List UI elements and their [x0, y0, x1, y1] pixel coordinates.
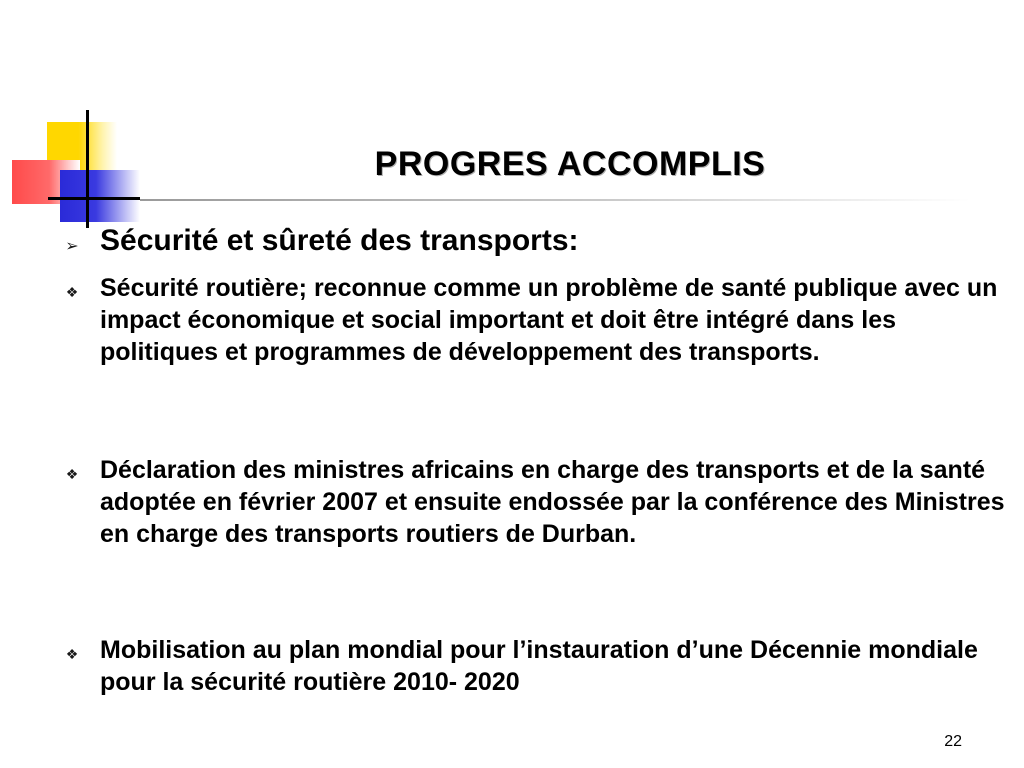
- diamond-bullet-icon: ❖: [65, 646, 79, 662]
- decorative-logo: [0, 0, 140, 230]
- bullet-text: Déclaration des ministres africains en charge des transports et de la santé adoptée en février 2007 et ensuite endossée par la conférence des Ministres en charge des transports routiers de Durban.: [100, 456, 1005, 548]
- bullet-text: Sécurité et sûreté des transports:: [100, 224, 579, 257]
- diamond-bullet-icon: ❖: [65, 284, 79, 300]
- title-divider: [140, 199, 970, 201]
- diamond-bullet-icon: ❖: [65, 466, 79, 482]
- page-number: 22: [944, 733, 962, 750]
- logo-blue-square: [60, 170, 140, 222]
- logo-vertical-line: [86, 110, 89, 228]
- slide-title: PROGRES ACCOMPLIS: [374, 145, 766, 183]
- bullet-text: Mobilisation au plan mondial pour l’instauration d’une Décennie mondiale pour la sécurité routière 2010- 2020: [100, 636, 978, 696]
- bullet-text: Sécurité routière; reconnue comme un problème de santé publique avec un impact économique et social important et doit être intégré dans les politiques et programmes de développement des transports.: [100, 274, 998, 366]
- arrow-bullet-icon: ➢: [65, 238, 79, 255]
- logo-horizontal-line: [48, 197, 140, 200]
